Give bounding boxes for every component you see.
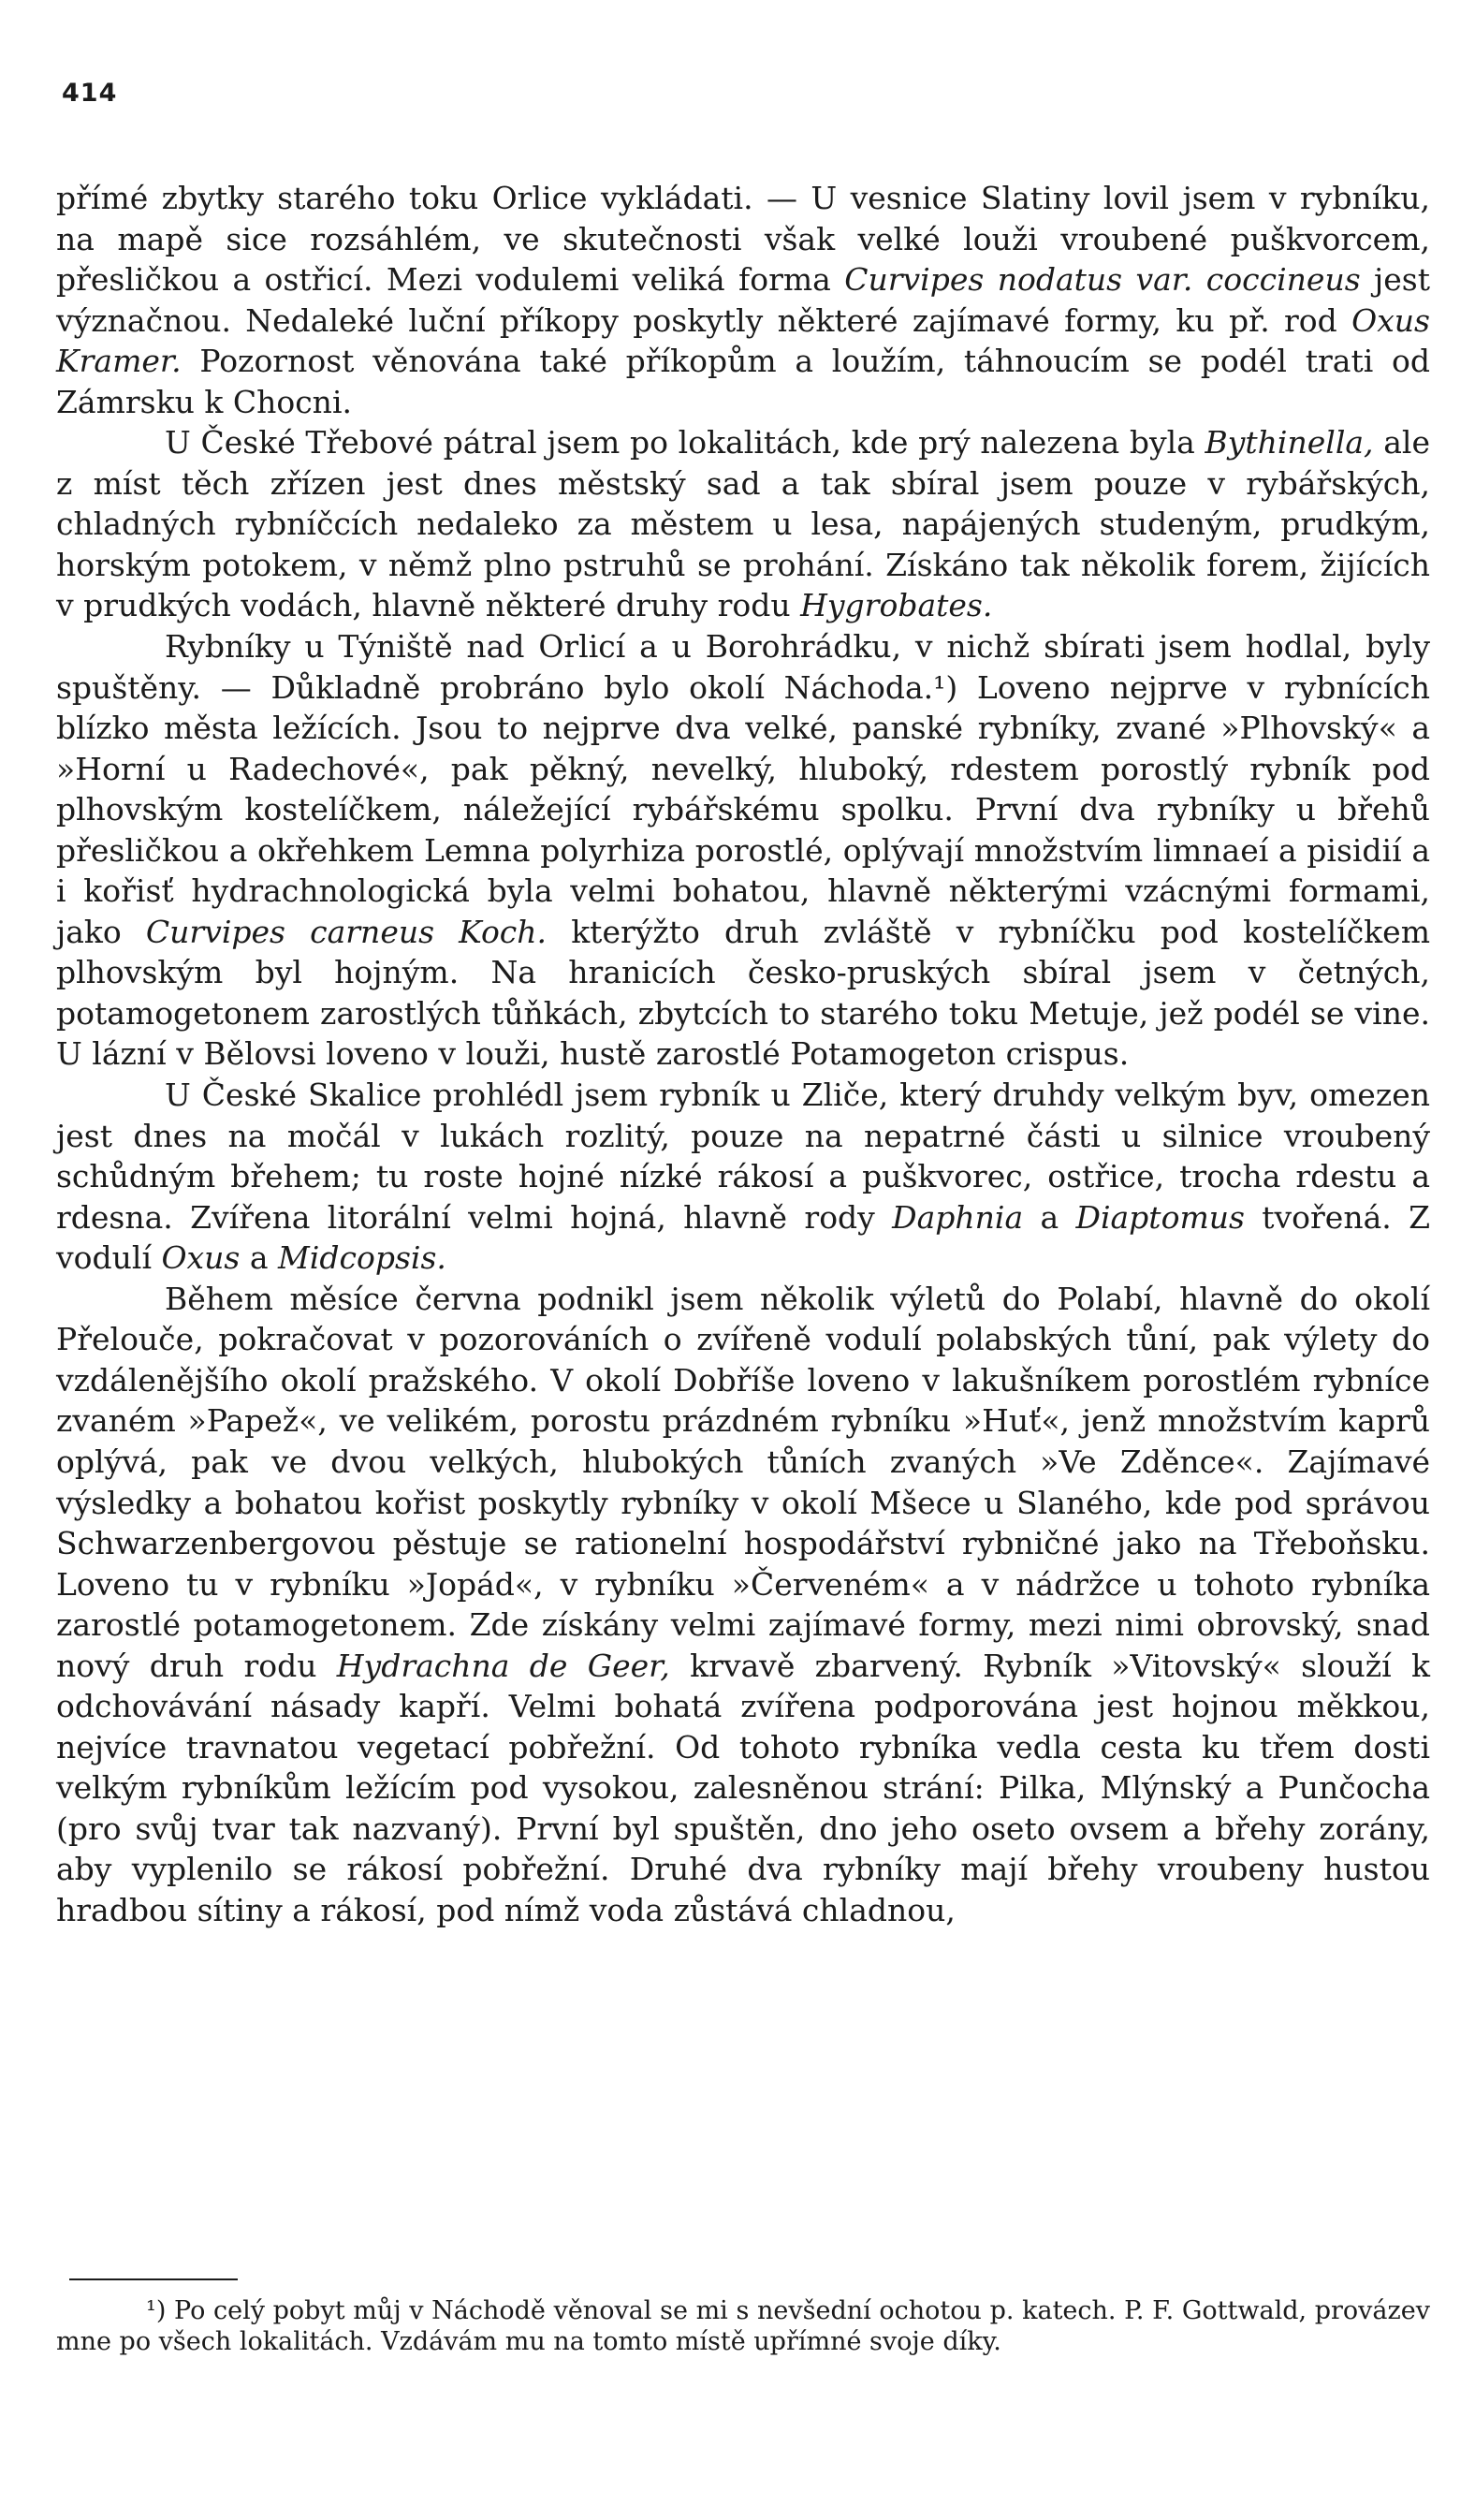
taxon-name: Daphnia bbox=[892, 1198, 1024, 1236]
page-number: 414 bbox=[62, 79, 118, 108]
text-run: Rybníky u Týniště nad Orlicí a u Borohrádku, v nichž sbírati jsem hodlal, byly spuštěny. — Důkladně probráno bylo okolí Náchoda.¹) Loveno nejprve v rybnících blízko města ležících. Jsou to nejprve dva velké, panské rybníky, zvané »Plhovský« a »Horní u Radechové«, pak pěkný, nevelký, hluboký, rdestem porostlý rybník pod plhovským kostelíčkem, náležející rybářskému spolku. První dva rybníky u břehů přesličkou a okřehkem Lemna polyrhiza porostlé, oplývají množstvím limnaeí a pisidií a i kořisť hydrachnologická byla velmi bohatou, hlavně některými vzácnými formami, jako bbox=[56, 628, 1430, 950]
taxon-name: Oxus bbox=[161, 1239, 241, 1277]
taxon-name: Curvipes carneus Koch. bbox=[145, 913, 548, 950]
text-run: ale z míst těch zřízen jest dnes městský sad a tak sbíral jsem pouze v rybářských, chladných rybníčcích nedaleko za městem u lesa, napájených studeným, prudkým, horským potokem, v němž plno pstruhů se prohání. Získáno tak několik forem, žijících v prudkých vodách, hlavně některé druhy rodu bbox=[56, 424, 1430, 624]
body-text bbox=[56, 178, 1430, 1931]
paragraph-polabi bbox=[56, 1279, 1430, 1931]
text-run: přímé zbytky starého toku Orlice vykládati. — U vesnice Slatiny lovil jsem v rybníku, na mapě sice rozsáhlém, ve skutečnosti však velké louži vroubené puškvorcem, přesličkou a ostřicí. Mezi vodulemi veliká forma bbox=[56, 180, 1430, 299]
paragraph-ceska-trebova bbox=[56, 422, 1430, 626]
text-run: tvořená. Z vodulí bbox=[56, 1198, 1431, 1277]
text-run: kterýžto druh zvláště v rybníčku pod kostelíčkem plhovským byl hojným. Na hranicích česko-pruských sbíral jsem v četných, potamogetonem zarostlých tůňkách, zbytcích to starého toku Metuje, jež podél se vine. U lázní v Bělovsi loveno v louži, hustě zarostlé Potamogeton crispus. bbox=[56, 913, 1430, 1073]
text-run: jest význačnou. Nedaleké luční příkopy poskytly některé zajímavé formy, ku př. rod bbox=[56, 261, 1431, 339]
text-run: krvavě zbarvený. Rybník »Vitovský« slouží k odchovávání násady kapří. Velmi bohatá zvířena podporována jest hojnou měkkou, nejvíce travnatou vegetací pobřežní. Od tohoto rybníka vedla cesta ku třem dosti velkým rybníkům ležícím pod vysokou, zalesněnou strání: Pilka, Mlýnský a Punčocha (pro svůj tvar tak nazvaný). První byl spuštěn, dno jeho oseto ovsem a břehy zorány, aby vyplenilo se rákosí pobřežní. Druhé dva rybníky mají břehy vroubeny hustou hradbou sítiny a rákosí, pod nímž voda zůstává chladnou, bbox=[56, 1647, 1430, 1928]
text-run: U České Skalice prohlédl jsem rybník u Zliče, který druhdy velkým byv, omezen jest dnes na močál v lukách rozlitý, pouze na nepatrné části u silnice vroubený schůdným břehem; tu roste hojné nízké rákosí a puškvorec, ostřice, trocha rdestu a rdesna. Zvířena litorální velmi hojná, hlavně rody bbox=[56, 1077, 1430, 1236]
taxon-name: Diaptomus bbox=[1075, 1198, 1245, 1236]
taxon-name: Curvipes nodatus var. coccineus bbox=[844, 261, 1361, 299]
text-run: U České Třebové pátral jsem po lokalitách, kde prý nalezena byla bbox=[165, 424, 1205, 462]
paragraph-slatiny bbox=[56, 178, 1430, 422]
footnote-divider bbox=[69, 2278, 238, 2280]
taxon-name: Hydrachna de Geer, bbox=[336, 1647, 670, 1684]
text-run: Během měsíce června podnikl jsem několik výletů do Polabí, hlavně do okolí Přelouče, pokračovat v pozorováních o zvířeně vodulí polabských tůní, pak výlety do vzdálenějšího okolí pražského. V okolí Dobříše loveno v lakušníkem porostlém rybníce zvaném »Papež«, ve velikém, porostu prázdném rybníku »Huť«, jenž množstvím kaprů oplývá, pak ve dvou velkých, hlubokých tůních zvaných »Ve Zděnce«. Zajímavé výsledky a bohatou kořist poskytly rybníky v okolí Mšece u Slaného, kde pod správou Schwarzenbergovou pěstuje se rationelní hospodářství rybničné jako na Třeboňsku. Loveno tu v rybníku »Jopád«, v rybníku »Červeném« a v nádržce u tohoto rybníka zarostlé potamogetonem. Zde získány velmi zajímavé formy, mezi nimi obrovský, snad nový druh rodu bbox=[56, 1280, 1430, 1684]
taxon-name: Oxus Kramer. bbox=[56, 301, 1430, 380]
footnote: ¹) Po celý pobyt můj v Náchodě věnoval se mi s nevšední ochotou p. katech. P. F. Gottwald, provázev mne po všech lokalitách. Vzdávám mu na tomto místě upřímné svoje díky. bbox=[56, 2296, 1430, 2356]
taxon-name: Bythinella, bbox=[1205, 424, 1374, 462]
text-run: a bbox=[240, 1239, 279, 1277]
taxon-name: Hygrobates. bbox=[800, 587, 993, 624]
paragraph-ceska-skalice bbox=[56, 1075, 1430, 1279]
text-run: Pozornost věnována také příkopům a loužím, táhnoucím se podél trati od Zámrsku k Chocni. bbox=[56, 343, 1430, 420]
paragraph-nachod bbox=[56, 626, 1430, 1075]
text-run: a bbox=[1023, 1198, 1076, 1236]
taxon-name: Midcopsis. bbox=[278, 1239, 446, 1277]
